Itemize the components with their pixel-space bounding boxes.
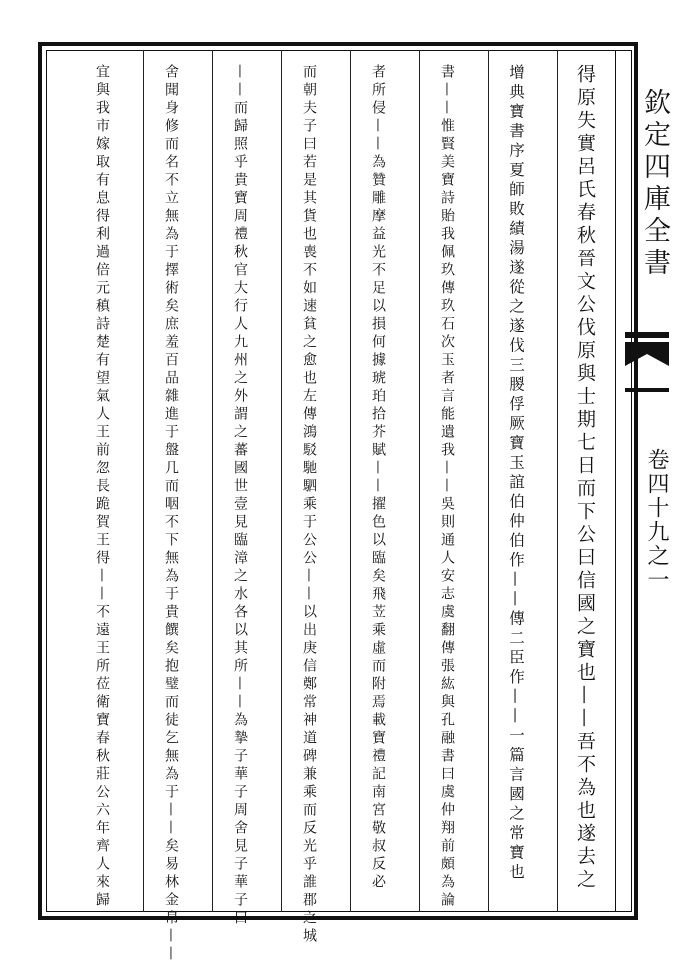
column-rule	[419, 50, 420, 912]
text-column-7: 舍聞身修而名不立無為于擇術矣庶羞百品雜進于盤几而咽不下無為于貴饌矣抱璧而徒乞無為于——矣易林金帛——	[163, 64, 179, 964]
column-rule	[488, 50, 489, 912]
column-rule	[143, 50, 144, 912]
text-column-8: 宜與我市嫁取有息得利過倍元稹詩楚有望氣人王前忽長跪賀王得——不遠王所莅衛寶春秋莊公六年齊人來歸	[94, 64, 110, 910]
column-rule	[557, 50, 558, 912]
column-rule	[212, 50, 213, 912]
margin-divider	[615, 50, 616, 912]
text-column-1: 得原失實呂氏春秋晉文公伐原與士期七日而下公曰信國之寶也——吾不為也遂去之	[574, 64, 596, 892]
text-column-3: 書——惟賢美寶詩貽我佩玖傳玖石次玉者言能遺我——吳則通人安志虞翻傳張紘與孔融書曰虞仲翔前頗為論	[439, 64, 455, 910]
column-rule	[350, 50, 351, 912]
book-title: 欽定四庫全書	[639, 88, 670, 280]
text-column-4: 者所侵——為贊雕摩益光不足以損何據琥珀拾芥賦——擢色以臨矣飛苙乘虛而附焉載寶禮記南宮敬叔反必	[370, 64, 386, 892]
fishtail-mark-icon	[625, 332, 669, 392]
column-rule	[281, 50, 282, 912]
inner-border	[46, 50, 632, 912]
page-margin-banner	[627, 50, 677, 912]
text-column-6: ——而歸照乎貴寶周禮秋官大行人九州之外謂之蕃國世壹見臨漳之水各以其所——為摯子華子周舍見子華子曰	[232, 64, 248, 928]
text-column-2: 增典寶書序夏師敗績湯遂從之遂伐三朡俘厥寶玉誼伯仲伯作——傳二臣作——一篇言國之常寶也	[507, 64, 525, 883]
volume-label: 卷四十九之一	[644, 448, 669, 592]
text-column-5: 而朝夫子曰若是其貨也喪不如速貧之愈也左傳鴻駁馳駟乘于公公——以出庚信鄭常神道碑兼乘而反光乎誰郡之城	[301, 64, 317, 946]
